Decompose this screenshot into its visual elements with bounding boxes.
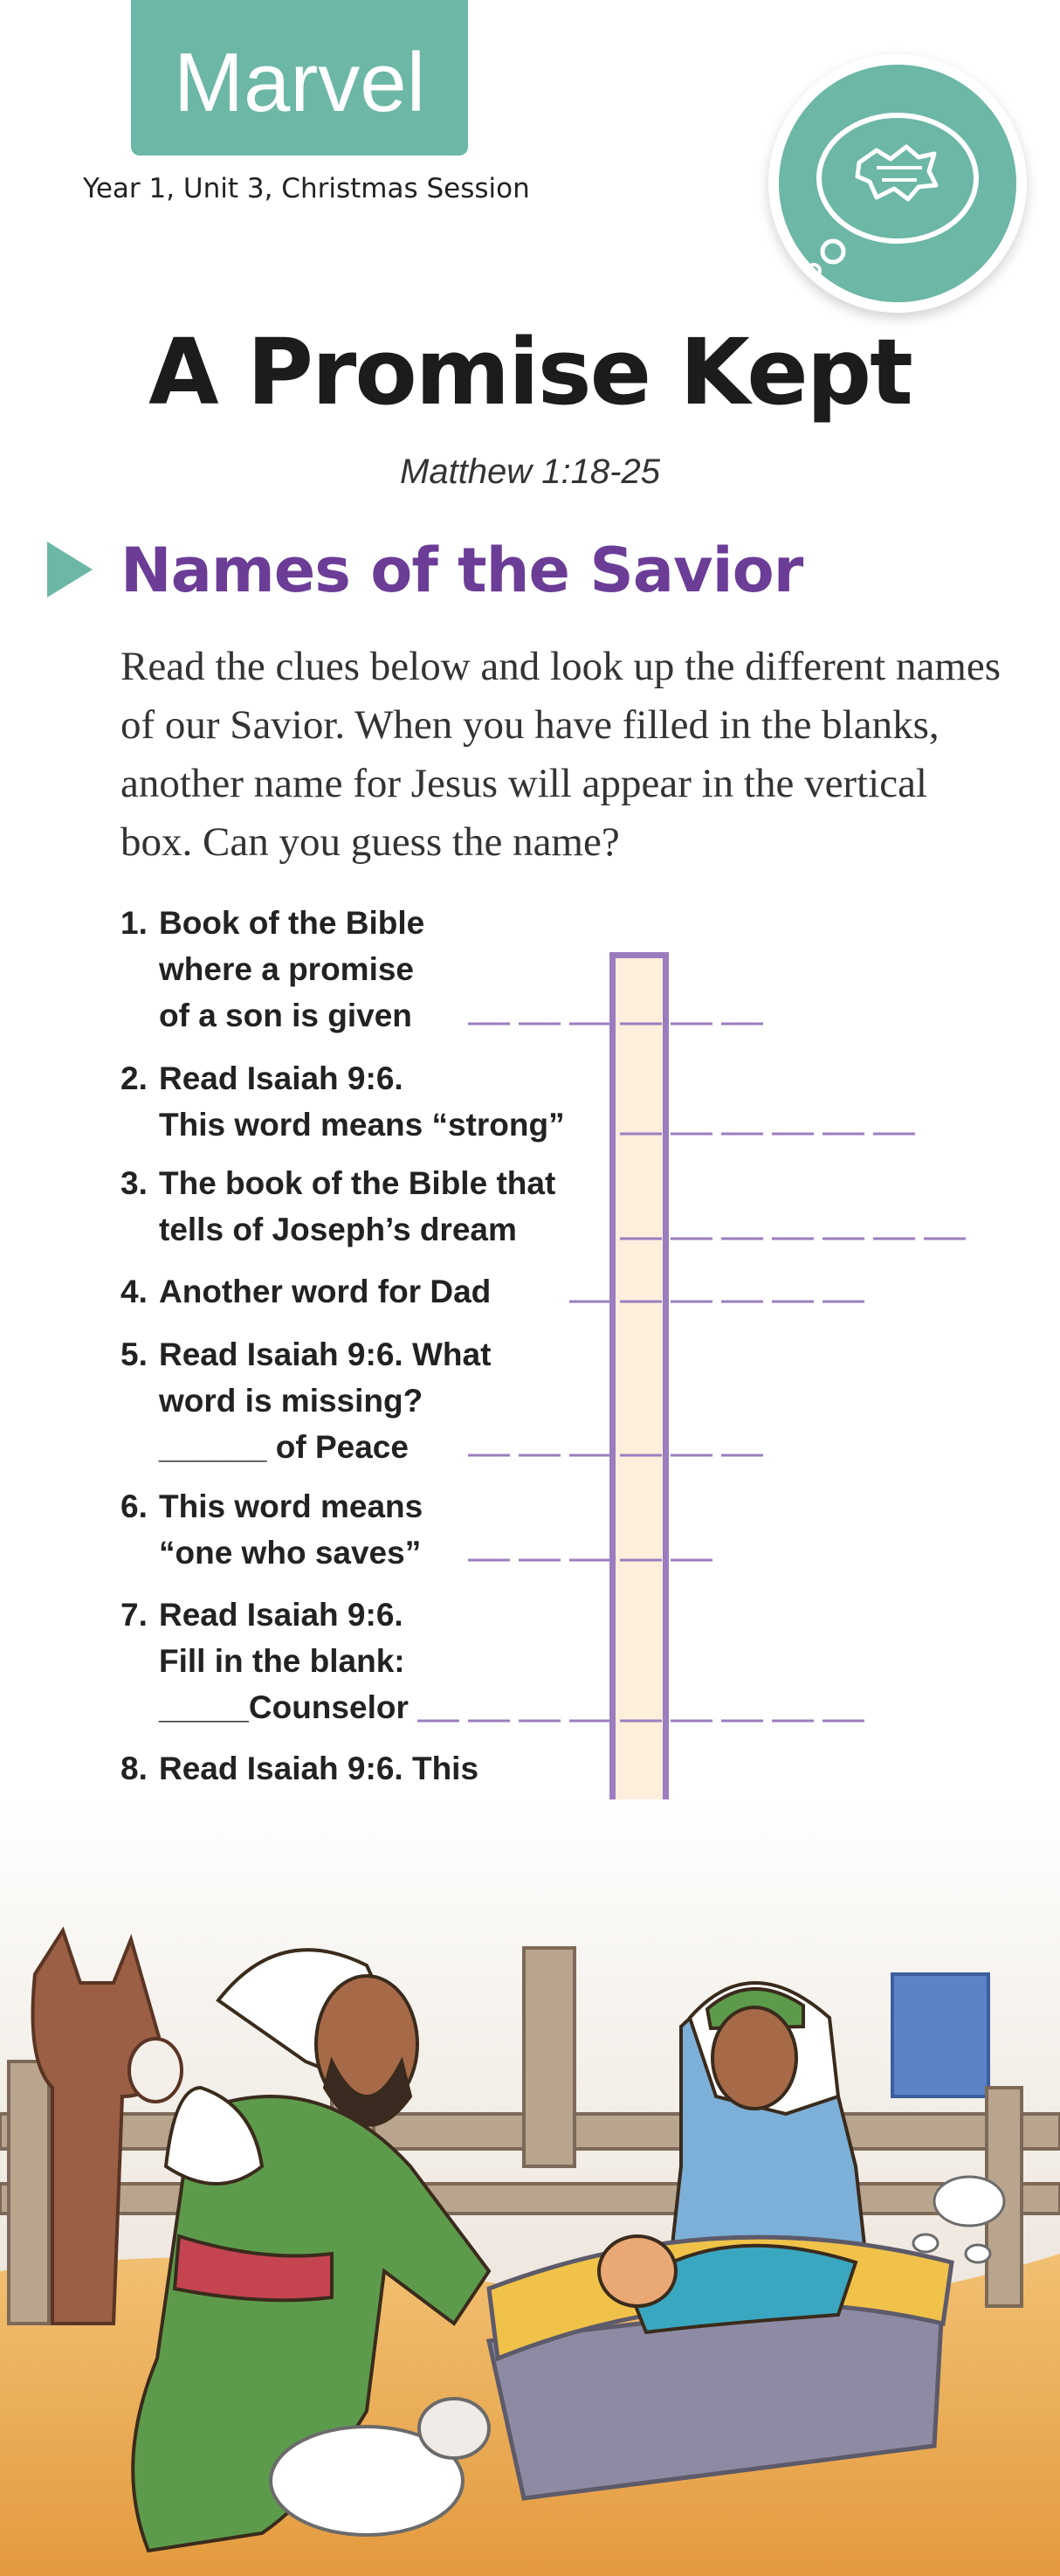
- instructions: Read the clues below and look up the different names of our Savior. When you have filled in the blanks, another name for Jesus will appear in the vertical box. Can you guess the name?: [120, 644, 1001, 865]
- clue-number: 7.: [120, 1597, 148, 1633]
- clue-3: [120, 1160, 555, 1253]
- clue-number: 1.: [120, 905, 148, 941]
- clue-number: 3.: [120, 1165, 148, 1201]
- brand-tab: [131, 0, 468, 155]
- scripture-reference: Matthew 1:18-25: [400, 452, 660, 491]
- clue-6: [120, 1483, 423, 1576]
- triangle-arrow-icon: [47, 542, 93, 597]
- clue-number: 2.: [120, 1060, 148, 1096]
- clue-5: [120, 1331, 491, 1470]
- clue-4: [120, 1268, 491, 1315]
- clue-1: [120, 900, 424, 1039]
- clue-text: Read Isaiah 9:6. Fill in the blank: _____Counselor: [159, 1597, 409, 1725]
- session-label: Year 1, Unit 3, Christmas Session: [83, 173, 530, 204]
- vertical-answer-box: [609, 952, 669, 1916]
- clue-text: Book of the Bible where a promise of a son is given: [159, 905, 425, 1033]
- window: [892, 1974, 988, 2096]
- clue-2: [120, 1055, 565, 1148]
- clue-number: 4.: [120, 1274, 148, 1309]
- clue-text: Read Isaiah 9:6. What word is missing? ______ of Peace: [159, 1336, 492, 1465]
- thought-bubble-badge: [768, 54, 1027, 313]
- clue-text: This word means “one who saves”: [159, 1488, 423, 1571]
- clue-number: 6.: [120, 1488, 148, 1524]
- brand-name: Marvel: [173, 36, 426, 129]
- clue-text: Another word for Dad: [159, 1274, 492, 1309]
- section-heading: Names of the Savior: [120, 535, 803, 606]
- clue-number: 5.: [120, 1336, 148, 1372]
- clue-number: 8.: [120, 1751, 148, 1786]
- nativity-illustration: [0, 1799, 1060, 2576]
- page-title: A Promise Kept: [148, 319, 912, 425]
- clue-7: [120, 1592, 409, 1730]
- clue-text: Read Isaiah 9:6. This word means “strong”: [159, 1060, 565, 1143]
- thought-bubble-manger-icon: [779, 65, 1016, 302]
- clue-text: Read Isaiah 9:6. This: [159, 1751, 479, 1786]
- clue-text: The book of the Bible that tells of Joseph’s dream: [159, 1165, 556, 1247]
